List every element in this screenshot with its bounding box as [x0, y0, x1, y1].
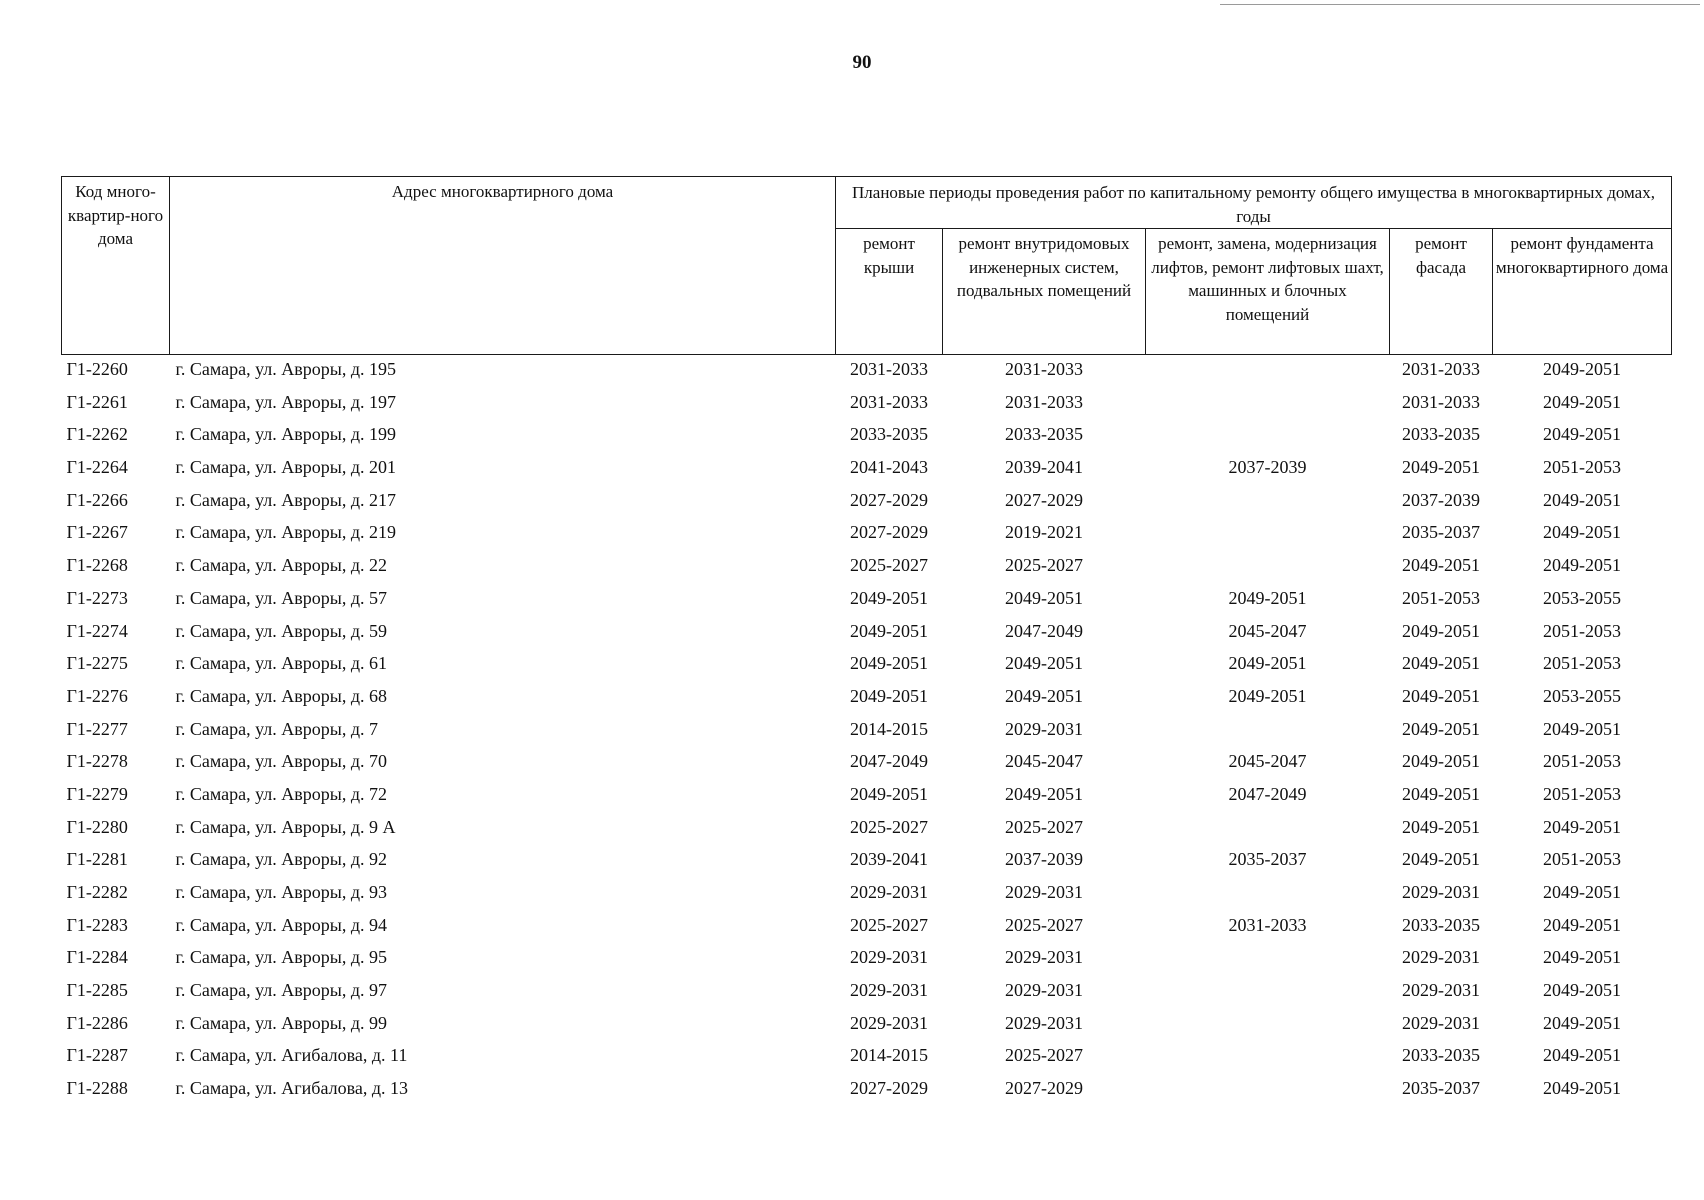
cell-lift: [1146, 554, 1390, 587]
cell-foundation: 2049-2051: [1543, 555, 1622, 576]
cell-address: г. Самара, ул. Авроры, д. 217: [175, 489, 397, 510]
cell-engineering: 2029-2031: [1005, 1012, 1083, 1033]
cell-engineering: 2031-2033: [1005, 359, 1083, 379]
cell-facade: 2049-2051: [1402, 718, 1480, 739]
cell-engineering: 2049-2051: [1005, 685, 1083, 706]
table-row: [62, 685, 1672, 718]
cell-foundation: 2051-2053: [1543, 457, 1622, 478]
cell-address: г. Самара, ул. Авроры, д. 57: [175, 587, 388, 608]
cell-roof: 2025-2027: [850, 816, 928, 837]
cell-foundation: 2049-2051: [1543, 914, 1622, 935]
cell-roof: 2029-2031: [850, 882, 928, 902]
cell-foundation: 2049-2051: [1543, 947, 1622, 968]
cell-foundation: 2053-2055: [1543, 685, 1622, 706]
cell-foundation: 2051-2053: [1543, 751, 1622, 772]
header-periods-group: Плановые периоды проведения работ по капитальному ремонту общего имущества в многоквартирных домах, годы: [836, 177, 1672, 229]
cell-address: г. Самара, ул. Авроры, д. 201: [175, 457, 397, 478]
cell-code: Г1-2268: [66, 555, 128, 576]
cell-foundation: 2049-2051: [1543, 1012, 1622, 1033]
cell-code: Г1-2260: [66, 359, 128, 379]
cell-engineering: 2027-2029: [1005, 1078, 1083, 1099]
cell-foundation: 2051-2053: [1543, 620, 1622, 641]
cell-roof: 2031-2033: [850, 359, 928, 379]
cell-roof: 2039-2041: [850, 849, 928, 870]
header-address: Адрес многоквартирного дома: [170, 177, 836, 355]
cell-code: Г1-2275: [66, 653, 128, 674]
cell-code: Г1-2284: [66, 947, 128, 968]
cell-address: г. Самара, ул. Авроры, д. 92: [175, 849, 388, 870]
cell-roof: 2014-2015: [850, 1045, 928, 1066]
cell-address: г. Самара, ул. Авроры, д. 61: [175, 653, 388, 674]
cell-address: г. Самара, ул. Авроры, д. 72: [175, 783, 388, 804]
cell-address: г. Самара, ул. Авроры, д. 7: [175, 718, 379, 739]
cell-roof: 2049-2051: [850, 685, 928, 706]
table-row: [62, 521, 1672, 554]
cell-code: Г1-2276: [66, 685, 128, 706]
table-row: [62, 946, 1672, 979]
cell-facade: 2029-2031: [1402, 980, 1480, 1001]
header-roof: ремонт крыши: [836, 229, 943, 355]
cell-engineering: 2029-2031: [1005, 980, 1083, 1001]
cell-roof: 2014-2015: [850, 718, 928, 739]
header-engineering: ремонт внутридомовых инженерных систем, подвальных помещений: [943, 229, 1146, 355]
cell-facade: 2049-2051: [1402, 457, 1480, 478]
header-lift: ремонт, замена, модернизация лифтов, ремонт лифтовых шахт, машинных и блочных помещений: [1146, 229, 1390, 355]
cell-code: Г1-2280: [66, 816, 128, 837]
cell-address: г. Самара, ул. Авроры, д. 70: [175, 751, 388, 772]
cell-engineering: 2029-2031: [1005, 718, 1083, 739]
cell-foundation: 2049-2051: [1543, 980, 1622, 1001]
cell-code: Г1-2278: [66, 751, 128, 772]
cell-foundation: 2049-2051: [1543, 1078, 1622, 1099]
cell-address: г. Самара, ул. Авроры, д. 68: [175, 685, 388, 706]
cell-roof: 2025-2027: [850, 914, 928, 935]
scan-edge-line: [1220, 4, 1700, 5]
cell-foundation: 2049-2051: [1543, 882, 1622, 902]
table-row: [62, 718, 1672, 751]
table-row: [62, 1077, 1672, 1110]
cell-address: г. Самара, ул. Авроры, д. 93: [175, 882, 388, 902]
cell-code: Г1-2279: [66, 783, 128, 804]
cell-address: г. Самара, ул. Агибалова, д. 11: [175, 1045, 408, 1066]
cell-code: Г1-2262: [66, 424, 128, 445]
cell-roof: 2029-2031: [850, 980, 928, 1001]
cell-facade: 2029-2031: [1402, 1012, 1480, 1033]
cell-lift: [1146, 1077, 1390, 1110]
cell-facade: 2035-2037: [1402, 522, 1480, 543]
cell-facade: 2049-2051: [1402, 685, 1480, 706]
table-row: [62, 1012, 1672, 1045]
cell-lift: [1146, 718, 1390, 751]
cell-address: г. Самара, ул. Агибалова, д. 13: [175, 1078, 408, 1099]
cell-engineering: 2033-2035: [1005, 424, 1083, 445]
cell-address: г. Самара, ул. Авроры, д. 197: [175, 391, 397, 412]
cell-roof: 2049-2051: [850, 653, 928, 674]
table-row: [62, 914, 1672, 947]
cell-engineering: 2039-2041: [1005, 457, 1083, 478]
header-row-1: [62, 177, 1672, 229]
cell-engineering: 2019-2021: [1005, 522, 1083, 543]
table-row: [62, 848, 1672, 881]
cell-foundation: 2049-2051: [1543, 1045, 1622, 1066]
cell-lift: [1146, 391, 1390, 424]
cell-roof: 2033-2035: [850, 424, 928, 445]
cell-roof: 2029-2031: [850, 1012, 928, 1033]
cell-foundation: 2049-2051: [1543, 489, 1622, 510]
table-row: [62, 391, 1672, 424]
cell-roof: 2049-2051: [850, 620, 928, 641]
cell-lift: 2035-2037: [1228, 849, 1307, 870]
cell-foundation: 2051-2053: [1543, 653, 1622, 674]
cell-foundation: 2051-2053: [1543, 783, 1622, 804]
cell-roof: 2049-2051: [850, 587, 928, 608]
table-row: [62, 620, 1672, 653]
table-row: [62, 456, 1672, 489]
cell-address: г. Самара, ул. Авроры, д. 99: [175, 1012, 388, 1033]
header-foundation: ремонт фундамента многоквартирного дома: [1493, 229, 1672, 355]
cell-lift: [1146, 1044, 1390, 1077]
cell-lift: [1146, 979, 1390, 1012]
cell-roof: 2041-2043: [850, 457, 928, 478]
capital-repair-table: [61, 176, 1672, 1110]
cell-code: Г1-2274: [66, 620, 128, 641]
table-row: [62, 652, 1672, 685]
cell-engineering: 2037-2039: [1005, 849, 1083, 870]
cell-facade: 2049-2051: [1402, 555, 1480, 576]
table-row: [62, 1044, 1672, 1077]
cell-address: г. Самара, ул. Авроры, д. 59: [175, 620, 388, 641]
table-row: [62, 587, 1672, 620]
cell-foundation: 2053-2055: [1543, 587, 1622, 608]
cell-address: г. Самара, ул. Авроры, д. 9 А: [175, 816, 396, 837]
cell-roof: 2027-2029: [850, 489, 928, 510]
cell-facade: 2049-2051: [1402, 751, 1480, 772]
cell-code: Г1-2264: [66, 457, 128, 478]
cell-lift: 2049-2051: [1228, 685, 1307, 706]
table-row: [62, 979, 1672, 1012]
table-body: [62, 355, 1672, 1110]
cell-facade: 2029-2031: [1402, 947, 1480, 968]
cell-roof: 2047-2049: [850, 751, 928, 772]
cell-code: Г1-2281: [66, 849, 128, 870]
cell-roof: 2049-2051: [850, 783, 928, 804]
cell-engineering: 2049-2051: [1005, 587, 1083, 608]
cell-facade: 2033-2035: [1402, 424, 1480, 445]
cell-lift: 2045-2047: [1228, 620, 1307, 641]
cell-facade: 2031-2033: [1402, 359, 1480, 379]
cell-facade: 2049-2051: [1402, 816, 1480, 837]
cell-address: г. Самара, ул. Авроры, д. 195: [175, 359, 397, 379]
cell-engineering: 2047-2049: [1005, 620, 1083, 641]
cell-lift: 2037-2039: [1228, 457, 1307, 478]
cell-facade: 2037-2039: [1402, 489, 1480, 510]
cell-code: Г1-2288: [66, 1078, 128, 1099]
cell-roof: 2029-2031: [850, 947, 928, 968]
cell-code: Г1-2266: [66, 489, 128, 510]
cell-engineering: 2027-2029: [1005, 489, 1083, 510]
cell-facade: 2033-2035: [1402, 914, 1480, 935]
cell-lift: [1146, 423, 1390, 456]
cell-facade: 2031-2033: [1402, 391, 1480, 412]
cell-code: Г1-2261: [66, 391, 128, 412]
table-row: [62, 489, 1672, 522]
cell-lift: [1146, 816, 1390, 849]
cell-lift: 2047-2049: [1228, 783, 1307, 804]
header-code: Код много-квартир-ного дома: [62, 177, 170, 355]
cell-lift: [1146, 489, 1390, 522]
cell-facade: 2049-2051: [1402, 620, 1480, 641]
table-row: [62, 783, 1672, 816]
cell-lift: 2049-2051: [1228, 587, 1307, 608]
cell-foundation: 2049-2051: [1543, 391, 1622, 412]
cell-address: г. Самара, ул. Авроры, д. 199: [175, 424, 397, 445]
cell-engineering: 2029-2031: [1005, 947, 1083, 968]
cell-engineering: 2031-2033: [1005, 391, 1083, 412]
cell-code: Г1-2286: [66, 1012, 128, 1033]
cell-foundation: 2049-2051: [1543, 522, 1622, 543]
cell-lift: 2045-2047: [1228, 751, 1307, 772]
cell-roof: 2031-2033: [850, 391, 928, 412]
cell-engineering: 2025-2027: [1005, 816, 1083, 837]
cell-code: Г1-2267: [66, 522, 128, 543]
cell-engineering: 2029-2031: [1005, 882, 1083, 902]
table-row: [62, 423, 1672, 456]
cell-roof: 2025-2027: [850, 555, 928, 576]
page-number: 90: [852, 52, 872, 73]
cell-code: Г1-2282: [66, 882, 128, 902]
cell-engineering: 2049-2051: [1005, 653, 1083, 674]
cell-code: Г1-2283: [66, 914, 128, 935]
cell-engineering: 2045-2047: [1005, 751, 1083, 772]
cell-facade: 2049-2051: [1402, 783, 1480, 804]
cell-engineering: 2025-2027: [1005, 914, 1083, 935]
cell-facade: 2051-2053: [1402, 587, 1480, 608]
cell-engineering: 2025-2027: [1005, 1045, 1083, 1066]
cell-foundation: 2049-2051: [1543, 359, 1622, 379]
cell-foundation: 2051-2053: [1543, 849, 1622, 870]
cell-foundation: 2049-2051: [1543, 718, 1622, 739]
table-row: [62, 881, 1672, 914]
cell-lift: [1146, 1012, 1390, 1045]
cell-facade: 2029-2031: [1402, 882, 1480, 902]
table-row: [62, 554, 1672, 587]
cell-address: г. Самара, ул. Авроры, д. 94: [175, 914, 388, 935]
cell-address: г. Самара, ул. Авроры, д. 97: [175, 980, 388, 1001]
cell-lift: 2049-2051: [1228, 653, 1307, 674]
cell-facade: 2033-2035: [1402, 1045, 1480, 1066]
cell-facade: 2049-2051: [1402, 849, 1480, 870]
cell-foundation: 2049-2051: [1543, 424, 1622, 445]
header-facade: ремонт фасада: [1390, 229, 1493, 355]
cell-roof: 2027-2029: [850, 1078, 928, 1099]
table-row: [62, 816, 1672, 849]
table-row: [62, 750, 1672, 783]
cell-address: г. Самара, ул. Авроры, д. 95: [175, 947, 388, 968]
cell-code: Г1-2273: [66, 587, 128, 608]
cell-lift: [1146, 881, 1390, 914]
cell-code: Г1-2285: [66, 980, 128, 1001]
cell-facade: 2049-2051: [1402, 653, 1480, 674]
cell-engineering: 2049-2051: [1005, 783, 1083, 804]
cell-roof: 2027-2029: [850, 522, 928, 543]
cell-lift: [1146, 946, 1390, 979]
cell-lift: 2031-2033: [1228, 914, 1307, 935]
cell-lift: [1146, 521, 1390, 554]
cell-facade: 2035-2037: [1402, 1078, 1480, 1099]
table-row: [62, 355, 1672, 391]
cell-address: г. Самара, ул. Авроры, д. 219: [175, 522, 397, 543]
cell-foundation: 2049-2051: [1543, 816, 1622, 837]
cell-lift: [1146, 355, 1390, 391]
cell-address: г. Самара, ул. Авроры, д. 22: [175, 555, 388, 576]
cell-code: Г1-2277: [66, 718, 128, 739]
cell-code: Г1-2287: [66, 1045, 128, 1066]
cell-engineering: 2025-2027: [1005, 555, 1083, 576]
